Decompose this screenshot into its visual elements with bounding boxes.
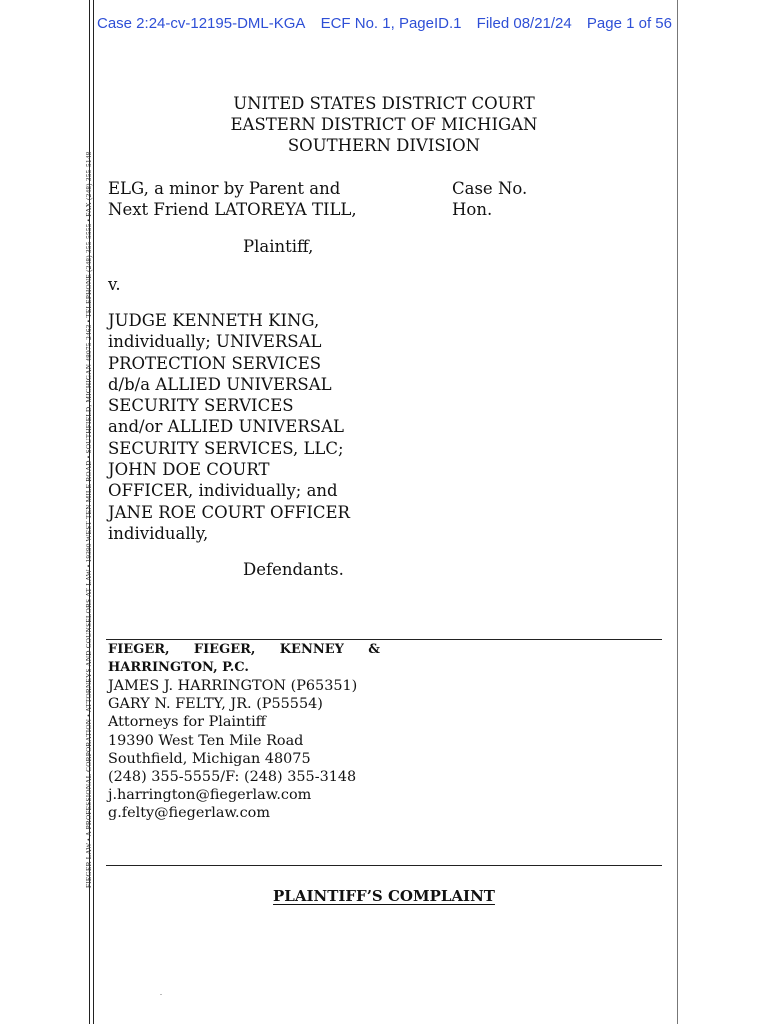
firm-word: & (368, 642, 380, 657)
plaintiff-role-label: Plaintiff, (243, 237, 314, 256)
firm-phone-fax: (248) 355-5555/F: (248) 355-3148 (108, 769, 357, 786)
case-info-caption (452, 178, 527, 221)
defendant-caption-line: PROTECTION SERVICES (108, 353, 322, 373)
attorney-name: JAMES J. HARRINGTON (P65351) (108, 678, 358, 694)
law-firm-name (108, 641, 380, 677)
defendant-caption-line: d/b/a ALLIED UNIVERSAL (108, 374, 332, 394)
defendant-caption-line: JANE ROE COURT OFFICER (108, 502, 350, 522)
defendant-caption-line: SECURITY SERVICES, LLC; (108, 438, 344, 458)
ecf-header-stamp (97, 14, 697, 34)
defendants-caption (108, 310, 350, 544)
defendant-caption-line: SECURITY SERVICES (108, 396, 294, 416)
document-title: PLAINTIFF’S COMPLAINT (273, 887, 495, 905)
attorney-email: g.felty@fiegerlaw.com (108, 805, 270, 822)
firm-margin-text: FIEGER LAW • A PROFESSIONAL CORPORATION • ATTORNEYS AND COUNSELORS AT LAW • 19390 WEST TEN MILE ROAD • SOUTHFIELD, MICHIGAN 48075-2463 • TELEPHONE (248) 355-5555 • FAX (248) 355-5148 (85, 151, 93, 888)
court-name-line: UNITED STATES DISTRICT COURT (233, 94, 535, 113)
attorney-name: GARY N. FELTY, JR. (P55554) (108, 696, 323, 713)
firm-word: FIEGER, (193, 642, 256, 657)
court-heading (109, 93, 659, 156)
defendant-caption-line: individually; UNIVERSAL (108, 332, 322, 352)
defendant-caption-line: individually, (108, 523, 209, 543)
defendant-caption-line: JUDGE KENNETH KING, (108, 311, 320, 330)
counsel-top-rule (106, 639, 662, 640)
law-firm-name-line (108, 641, 380, 659)
law-firm-name-line: HARRINGTON, P.C. (108, 660, 249, 675)
court-district-line: EASTERN DISTRICT OF MICHIGAN (230, 115, 538, 134)
firm-street-address: 19390 West Ten Mile Road (108, 732, 304, 749)
defendants-role-label: Defendants. (243, 560, 344, 579)
attorney-email: j.harrington@fiegerlaw.com (108, 787, 312, 804)
defendant-caption-line: JOHN DOE COURT (108, 460, 270, 480)
firm-word: KENNEY (279, 642, 344, 657)
counsel-bottom-rule (106, 865, 662, 866)
ecf-document-number: ECF No. 1, PageID.1 (320, 15, 462, 32)
ecf-case-number: Case 2:24-cv-12195-DML-KGA (97, 15, 306, 32)
counsel-role: Attorneys for Plaintiff (108, 714, 266, 731)
counsel-block (108, 677, 357, 823)
plaintiff-caption (108, 178, 357, 221)
defendant-caption-line: OFFICER, individually; and (108, 481, 338, 501)
versus-label: v. (108, 275, 121, 294)
defendant-caption-line: and/or ALLIED UNIVERSAL (108, 417, 344, 437)
ecf-filed-date: Filed 08/21/24 (476, 15, 572, 32)
firm-city-address: Southfield, Michigan 48075 (108, 750, 311, 767)
plaintiff-caption-line: Next Friend LATOREYA TILL, (108, 200, 357, 220)
court-division-line: SOUTHERN DIVISION (287, 136, 481, 155)
judge-label: Hon. (452, 200, 493, 220)
case-number-label: Case No. (452, 179, 528, 198)
plaintiff-caption-line: ELG, a minor by Parent and (108, 179, 341, 198)
ecf-page-count: Page 1 of 56 (586, 15, 672, 32)
firm-word: FIEGER, (108, 642, 170, 657)
margin-rule-right (677, 0, 678, 1024)
scan-speck (160, 994, 162, 995)
margin-rule-left-inner (93, 0, 94, 1024)
